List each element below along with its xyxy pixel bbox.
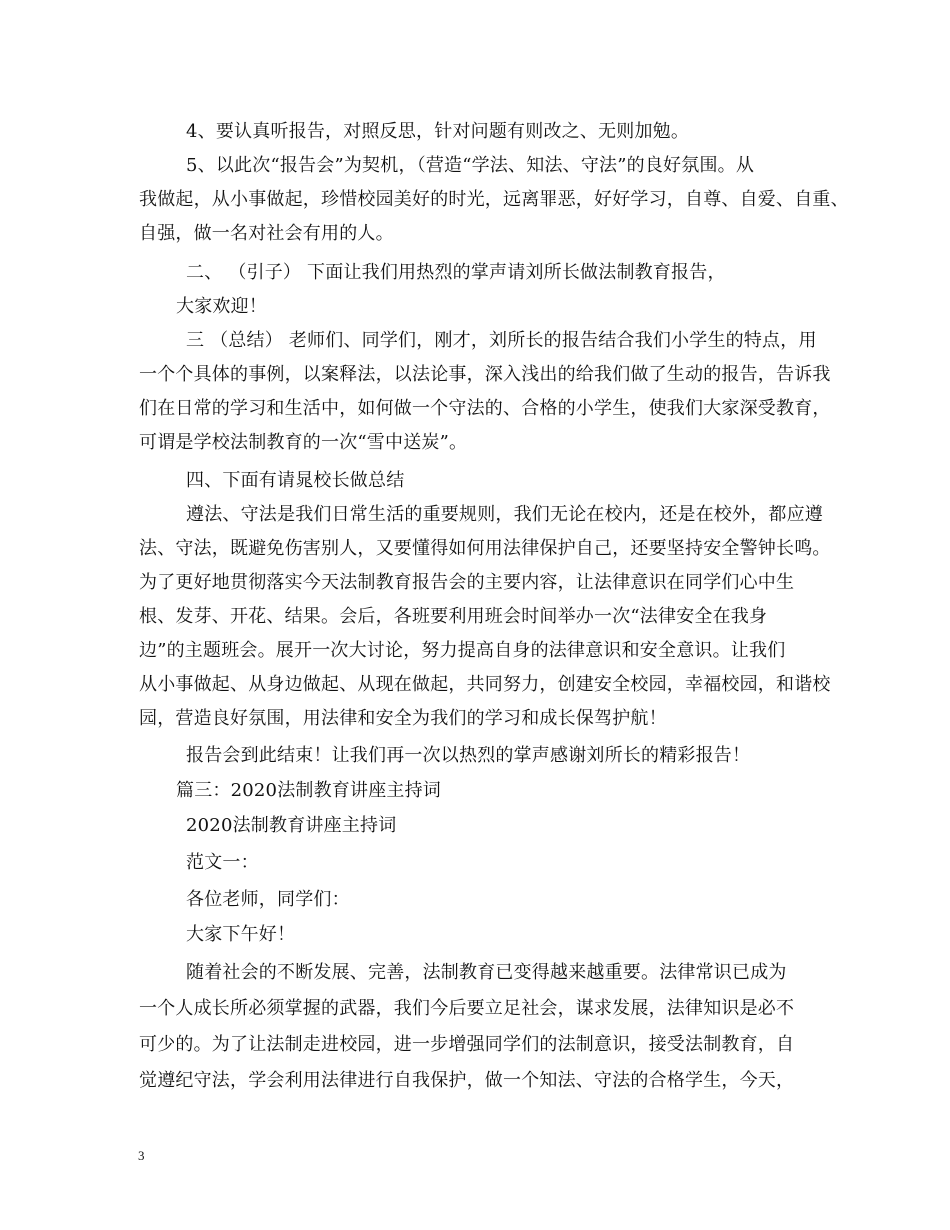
- text-line: 大家欢迎！: [176, 296, 267, 317]
- text-line: 2020法制教育讲座主持词: [186, 815, 397, 836]
- text-line: 大家下午好！: [186, 924, 296, 945]
- text-line: 二、 （引子） 下面让我们用热烈的掌声请刘所长做法制教育报告，: [186, 262, 726, 283]
- text-line: 报告会到此结束！让我们再一次以热烈的掌声感谢刘所长的精彩报告！: [186, 745, 751, 766]
- text-line: 根、发芽、开花、结果。会后，各班要利用班会时间举办一次“法律安全在我身: [139, 606, 768, 627]
- text-line: 从小事做起、从身边做起、从现在做起，共同努力，创建安全校园，幸福校园，和谐校: [139, 674, 831, 695]
- text-line: 4、要认真听报告，对照反思，针对问题有则改之、无则加勉。: [186, 121, 690, 142]
- text-line: 一个人成长所必须掌握的武器，我们今后要立足社会，谋求发展，法律知识是必不: [139, 998, 795, 1019]
- text-line: 三 （总结） 老师们、同学们，刚才，刘所长的报告结合我们小学生的特点，用: [186, 330, 817, 351]
- text-line: 范文一：: [186, 852, 259, 873]
- text-line: 5、以此次“报告会”为契机，（营造“学法、知法、守法”的良好氛围。从: [186, 155, 755, 176]
- text-line: 园，营造良好氛围，用法律和安全为我们的学习和成长保驾护航！: [139, 708, 667, 729]
- text-line: 遵法、守法是我们日常生活的重要规则，我们无论在校内，还是在校外，都应遵: [186, 504, 823, 525]
- text-line: 为了更好地贯彻落实今天法制教育报告会的主要内容，让法律意识在同学们心中生: [139, 572, 795, 593]
- text-line: 觉遵纪守法，学会利用法律进行自我保护，做一个知法、守法的合格学生，今天，: [139, 1070, 795, 1091]
- text-line: 可谓是学校法制教育的一次“雪中送炭”。: [139, 432, 468, 453]
- text-line: 我做起，从小事做起，珍惜校园美好的时光，远离罪恶，好好学习，自尊、自爱、自重、: [139, 189, 849, 210]
- text-line: 一个个具体的事例，以案释法，以法论事，深入浅出的给我们做了生动的报告，告诉我: [139, 364, 831, 385]
- page-number: 3: [138, 1148, 145, 1163]
- text-line: 可少的。为了让法制走进校园，进一步增强同学们的法制意识，接受法制教育，自: [139, 1034, 795, 1055]
- text-line: 法、守法，既避免伤害别人，又要懂得如何用法律保护自己，还要坚持安全警钟长鸣。: [139, 538, 831, 559]
- text-line: 自强，做一名对社会有用的人。: [139, 223, 394, 244]
- text-line: 各位老师，同学们：: [186, 889, 350, 910]
- text-line: 边”的主题班会。展开一次大讨论，努力提高自身的法律意识和安全意识。让我们: [139, 640, 786, 661]
- text-line: 们在日常的学习和生活中，如何做一个守法的、合格的小学生，使我们大家深受教育，: [139, 398, 831, 419]
- text-line: 随着社会的不断发展、完善，法制教育已变得越来越重要。法律常识已成为: [186, 962, 787, 983]
- section-heading: 篇三：2020法制教育讲座主持词: [176, 780, 442, 801]
- text-line: 四、下面有请晁校长做总结: [186, 470, 405, 491]
